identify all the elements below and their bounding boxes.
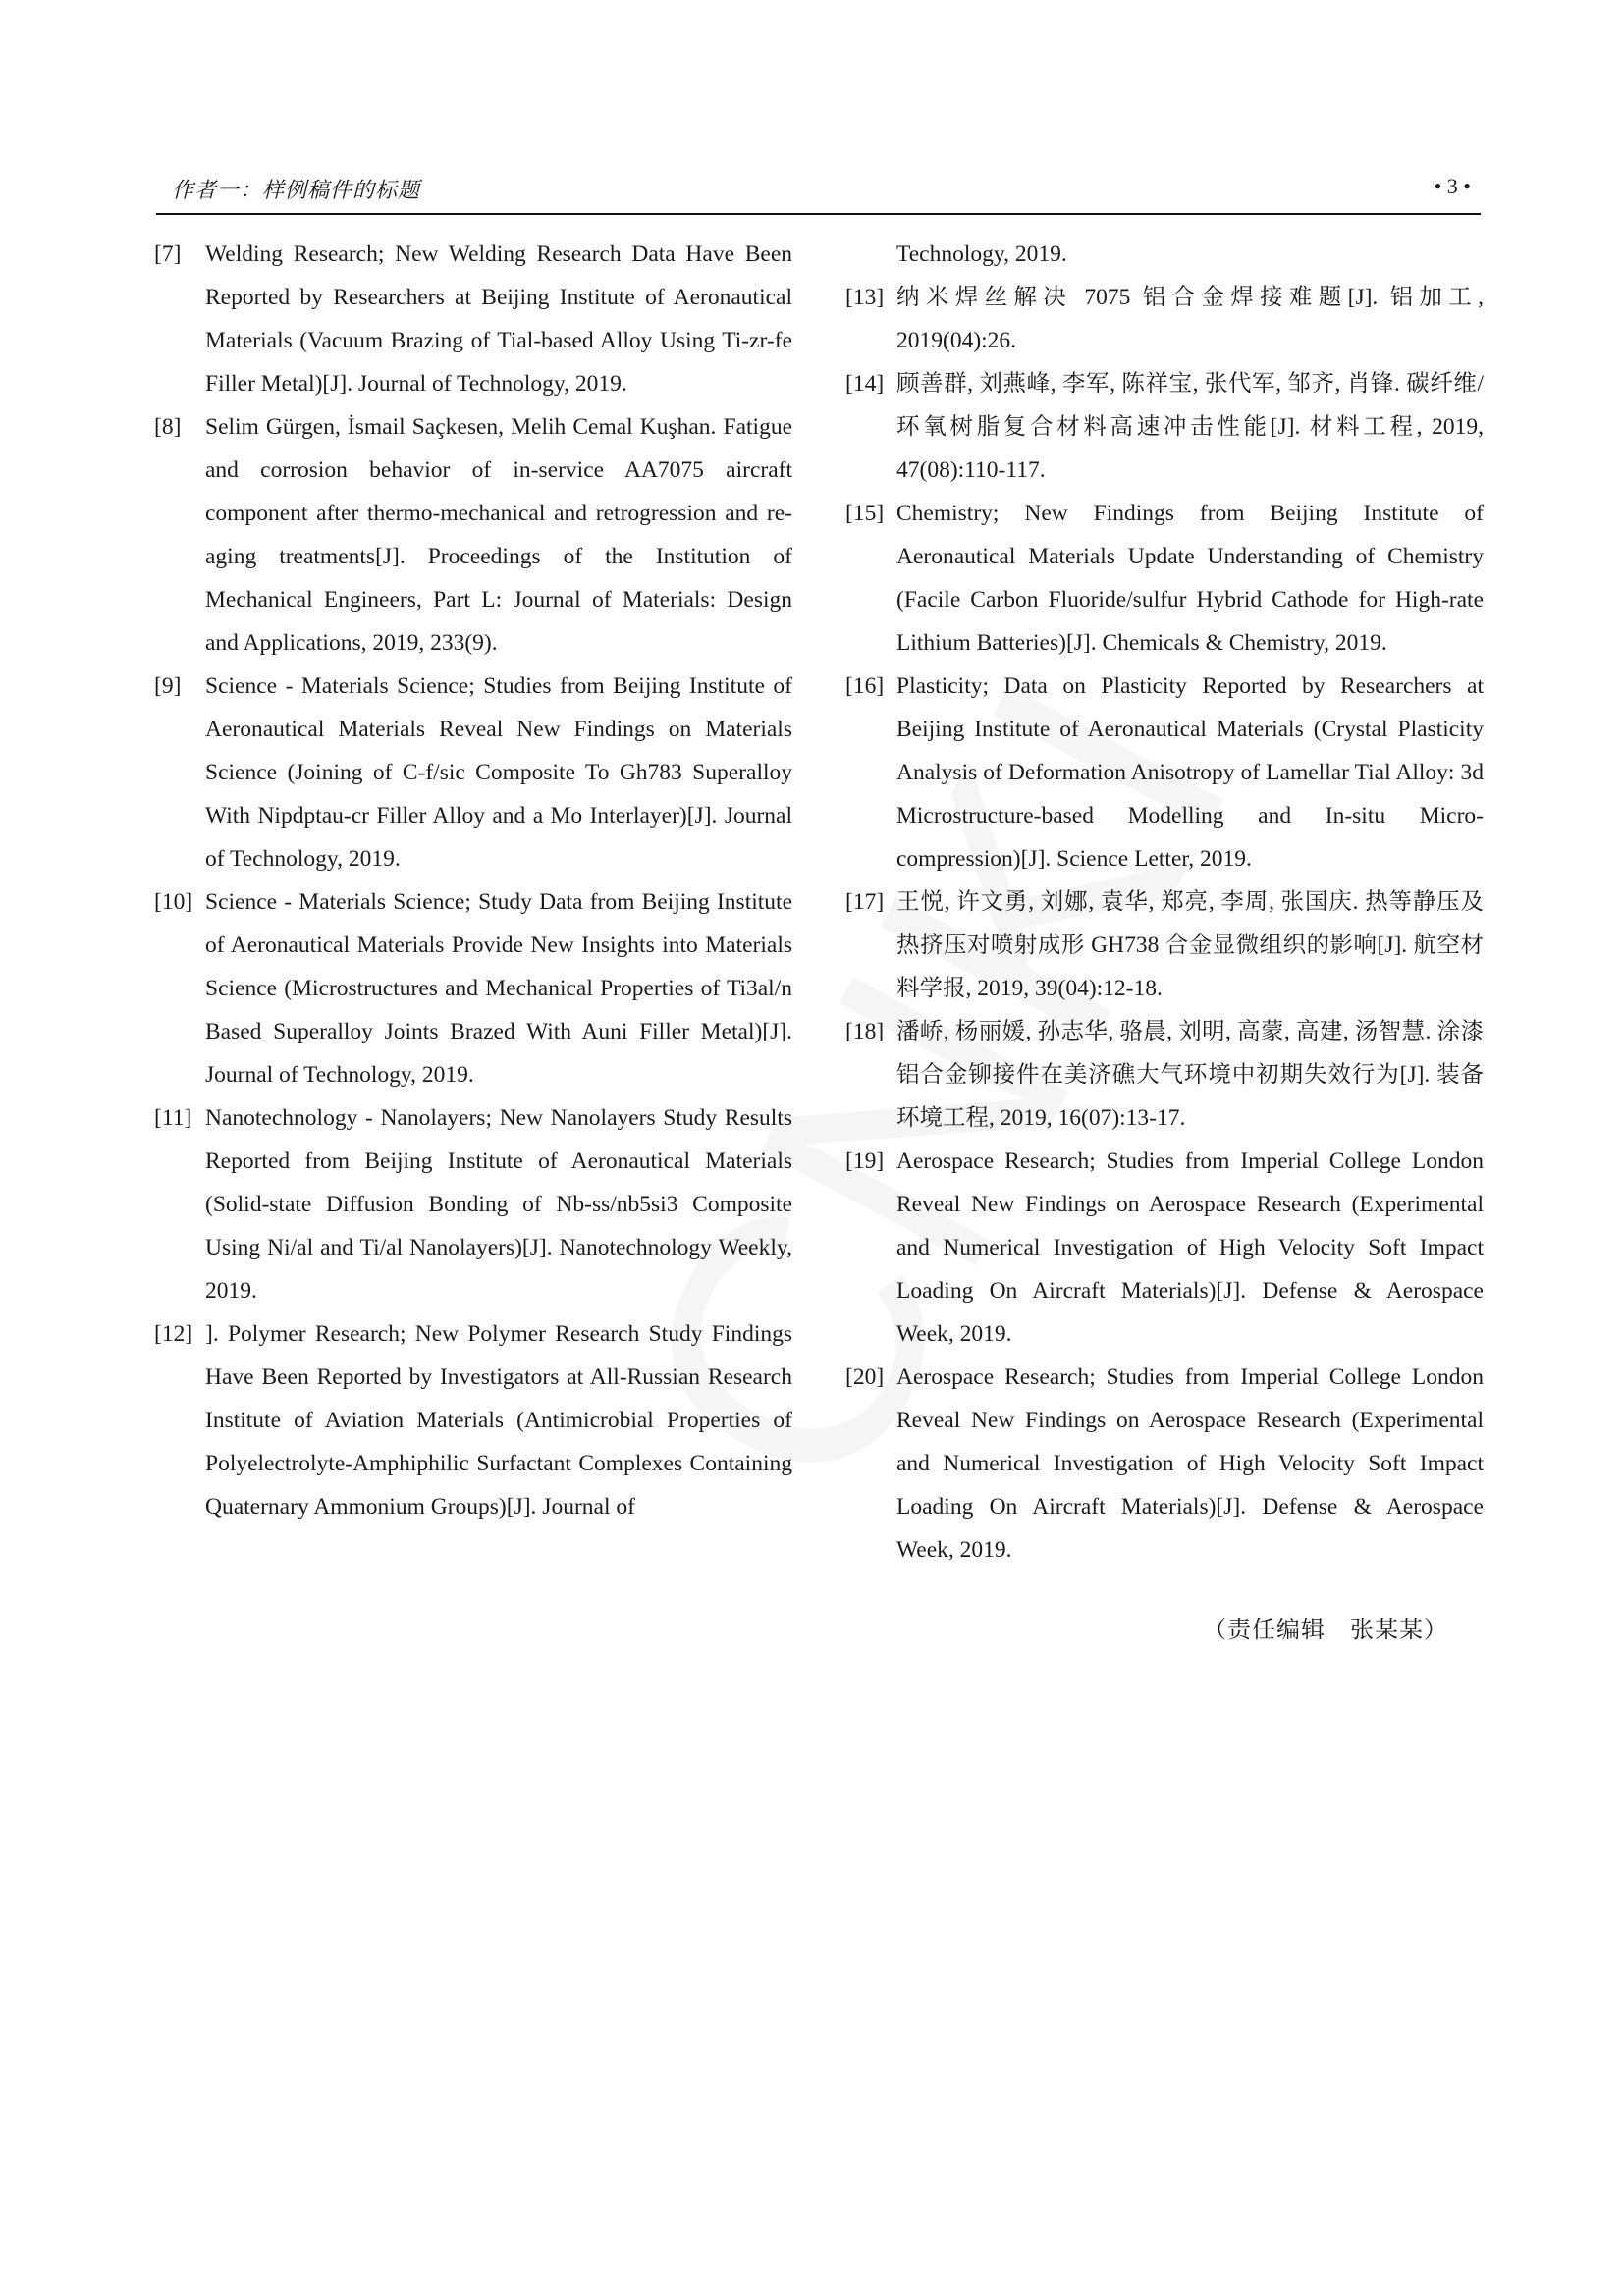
reference-item <box>845 1010 1484 1140</box>
reference-number: [7] <box>154 241 182 267</box>
reference-item <box>845 665 1484 881</box>
reference-number: [11] <box>154 1105 192 1131</box>
reference-number: [14] <box>845 371 885 397</box>
reference-number: [16] <box>845 673 885 699</box>
reference-item <box>845 881 1484 1010</box>
reference-text: 王悦, 许文勇, 刘娜, 袁华, 郑亮, 李周, 张国庆. 热等静压及热挤压对喷射成形 GH738 合金显微组织的影响[J]. 航空材料学报, 2019, 39(04):12-18. <box>896 889 1484 1001</box>
reference-text: Selim Gürgen, İsmail Saçkesen, Melih Cemal Kuşhan. Fatigue and corrosion behavior of in-service AA7075 aircraft component after thermo-mechanical and retrogression and re-aging treatments[J]. Proceedings of the Institution of Mechanical Engineers, Part L: Journal of Materials: Design and Applications, 2019, 233(9). <box>205 414 792 656</box>
right-column <box>845 233 1484 1572</box>
reference-number: [10] <box>154 889 193 915</box>
reference-text: Nanotechnology - Nanolayers; New Nanolayers Study Results Reported from Beijing Institute of Aeronautical Materials (Solid-state Diffusion Bonding of Nb-ss/nb5si3 Composite Using Ni/al and Ti/al Nanolayers)[J]. Nanotechnology Weekly, 2019. <box>205 1105 792 1304</box>
page-header <box>156 172 1481 215</box>
responsible-editor: （责任编辑 张某某） <box>1203 1616 1448 1643</box>
reference-item <box>154 233 792 405</box>
reference-text: 纳米焊丝解决 7075 铝合金焊接难题[J]. 铝加工, 2019(04):26. <box>896 285 1484 353</box>
reference-text: Science - Materials Science; Studies from Beijing Institute of Aeronautical Materials Reveal New Findings on Materials Science (Joining of C-f/sic Composite To Gh783 Superalloy With Nipdptau-cr Filler Alloy and a Mo Interlayer)[J]. Journal of Technology, 2019. <box>205 673 792 872</box>
running-title: 作者一：样例稿件的标题 <box>172 179 421 203</box>
reference-item <box>845 1140 1484 1356</box>
reference-item <box>154 881 792 1096</box>
reference-item <box>154 665 792 881</box>
reference-number: [17] <box>845 889 885 915</box>
page-number: • 3 • <box>1434 174 1471 198</box>
left-column <box>154 233 792 1528</box>
reference-number: [19] <box>845 1148 885 1174</box>
reference-item <box>154 405 792 665</box>
reference-item <box>154 1312 792 1528</box>
reference-number: [8] <box>154 414 182 440</box>
reference-continuation: Technology, 2019. <box>896 241 1067 267</box>
reference-number: [9] <box>154 673 182 699</box>
reference-item <box>845 276 1484 362</box>
reference-text: 潘峤, 杨丽媛, 孙志华, 骆晨, 刘明, 高蒙, 高建, 汤智慧. 涂漆铝合金铆接件在美济礁大气环境中初期失效行为[J]. 装备环境工程, 2019, 16(07):13-17. <box>896 1019 1484 1131</box>
reference-text: Aerospace Research; Studies from Imperial College London Reveal New Findings on Aerospace Research (Experimental and Numerical Investigation of High Velocity Soft Impact Loading On Aircraft Materials)[J]. Defense & Aerospace Week, 2019. <box>896 1364 1484 1563</box>
reference-item <box>845 362 1484 492</box>
reference-number: [20] <box>845 1364 885 1390</box>
reference-number: [15] <box>845 501 885 526</box>
reference-text: Chemistry; New Findings from Beijing Institute of Aeronautical Materials Update Understanding of Chemistry (Facile Carbon Fluoride/sulfur Hybrid Cathode for High-rate Lithium Batteries)[J]. Chemicals & Chemistry, 2019. <box>896 501 1484 656</box>
reference-text: 顾善群, 刘燕峰, 李军, 陈祥宝, 张代军, 邹齐, 肖锋. 碳纤维/环氧树脂复合材料高速冲击性能[J]. 材料工程, 2019, 47(08):110-117. <box>896 371 1484 483</box>
reference-item <box>845 492 1484 665</box>
reference-item <box>154 1096 792 1312</box>
reference-text: ]. Polymer Research; New Polymer Research Study Findings Have Been Reported by Investigators at All-Russian Research Institute of Aviation Materials (Antimicrobial Properties of Polyelectrolyte-Amphiphilic Surfactant Complexes Containing Quaternary Ammonium Groups)[J]. Journal of <box>205 1321 792 1520</box>
reference-text: Science - Materials Science; Study Data from Beijing Institute of Aeronautical Materials Provide New Insights into Materials Science (Microstructures and Mechanical Properties of Ti3al/n Based Superalloy Joints Brazed With Auni Filler Metal)[J]. Journal of Technology, 2019. <box>205 889 792 1088</box>
reference-text: Aerospace Research; Studies from Imperial College London Reveal New Findings on Aerospace Research (Experimental and Numerical Investigation of High Velocity Soft Impact Loading On Aircraft Materials)[J]. Defense & Aerospace Week, 2019. <box>896 1148 1484 1347</box>
reference-number: [13] <box>845 285 885 310</box>
reference-text: Plasticity; Data on Plasticity Reported by Researchers at Beijing Institute of Aeronautical Materials (Crystal Plasticity Analysis of Deformation Anisotropy of Lamellar Tial Alloy: 3d Microstructure-based Modelling and In-situ Micro-compression)[J]. Science Letter, 2019. <box>896 673 1484 872</box>
reference-number: [18] <box>845 1019 885 1044</box>
reference-item <box>845 1356 1484 1572</box>
reference-text: Welding Research; New Welding Research Data Have Been Reported by Researchers at Beijing Institute of Aeronautical Materials (Vacuum Brazing of Tial-based Alloy Using Ti-zr-fe Filler Metal)[J]. Journal of Technology, 2019. <box>205 241 792 397</box>
reference-number: [12] <box>154 1321 193 1347</box>
